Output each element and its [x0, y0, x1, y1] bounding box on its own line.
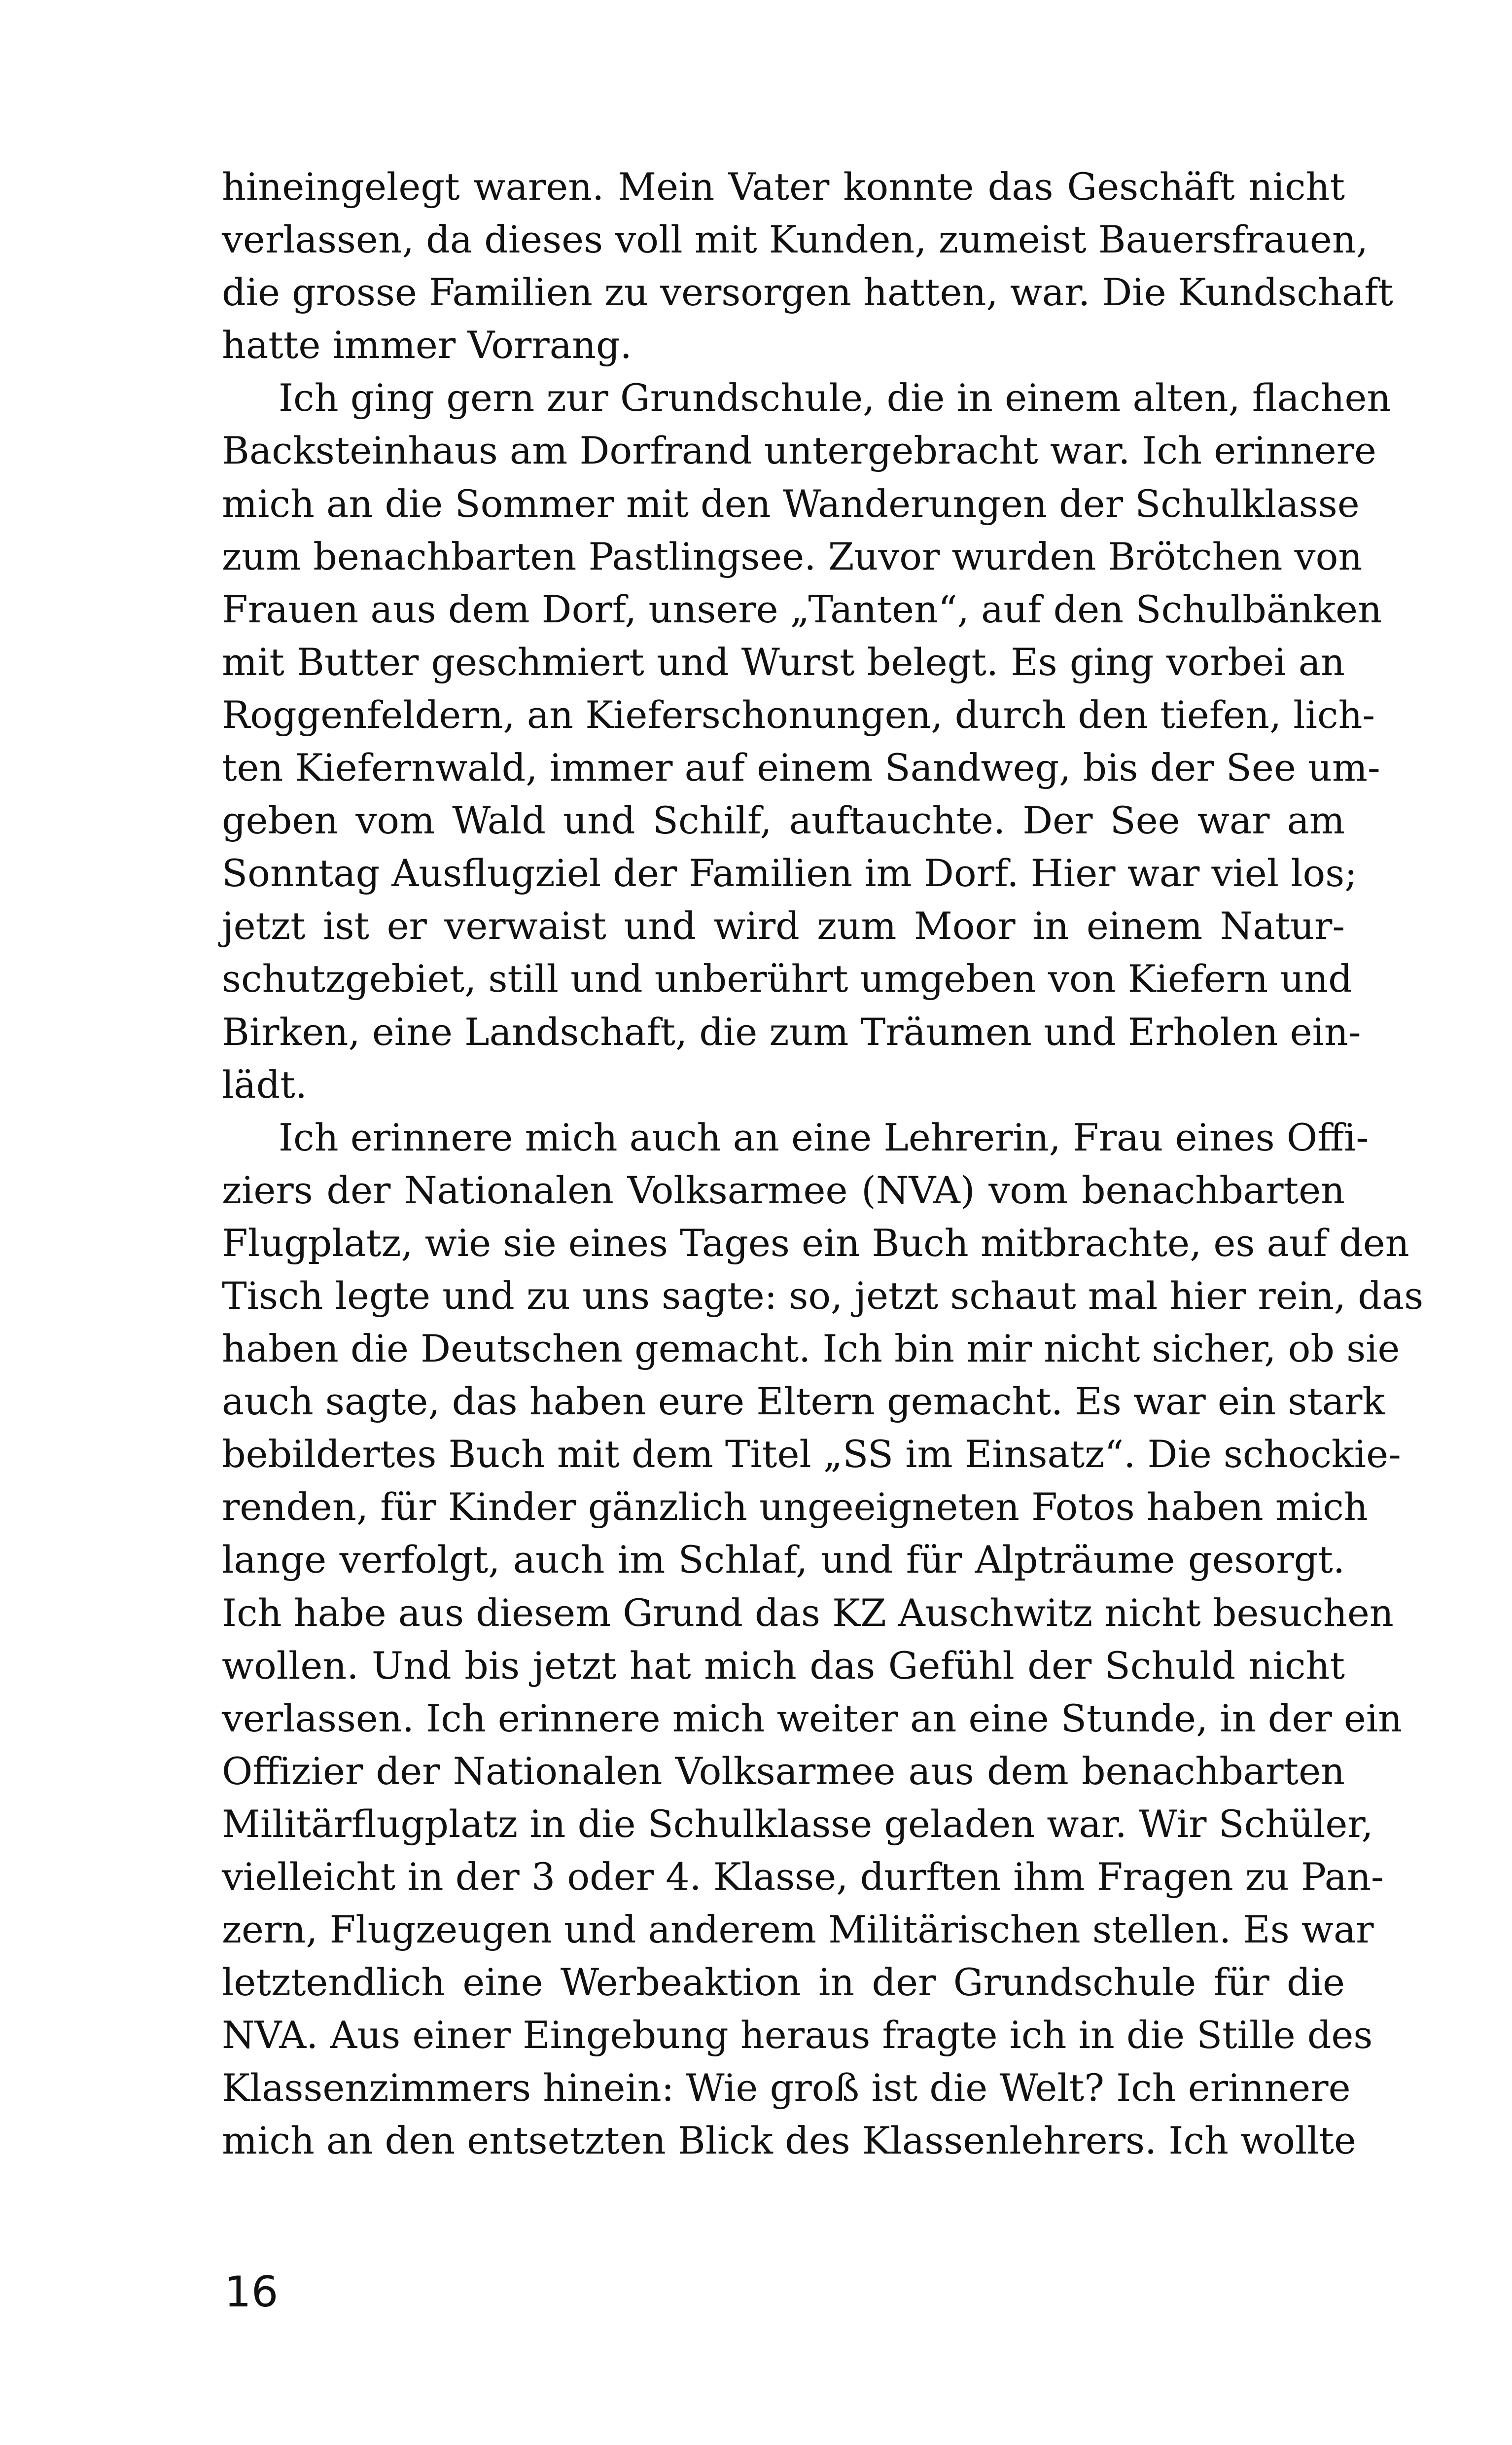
text-line: NVA. Aus einer Eingebung heraus fragte ich in die Stille des — [222, 2013, 1373, 2057]
text-line: verlassen. Ich erinnere mich weiter an eine Stunde, in der ein — [222, 1696, 1403, 1740]
text-line: haben die Deutschen gemacht. Ich bin mir nicht sicher, ob sie — [222, 1327, 1400, 1371]
text-line: Ich habe aus diesem Grund das KZ Auschwitz nicht besuchen — [222, 1590, 1394, 1635]
text-line: ziers der Nationalen Volksarmee (NVA) vom benachbarten — [222, 1168, 1345, 1212]
text-line: Frauen aus dem Dorf, unsere „Tanten“, auf den Schulbänken — [222, 587, 1382, 631]
text-line: verlassen, da dieses voll mit Kunden, zumeist Bauersfrauen, — [222, 217, 1368, 262]
text-line: renden, für Kinder gänzlich ungeeigneten Fotos haben mich — [222, 1485, 1368, 1529]
text-line: die grosse Familien zu versorgen hatten, war. Die Kundschaft — [222, 270, 1393, 315]
text-line: jetzt ist er verwaist und wird zum Moor in einem Natur- — [222, 904, 1345, 948]
text-line: Roggenfeldern, an Kieferschonungen, durch den tiefen, lich- — [222, 692, 1375, 737]
text-line: mit Butter geschmiert und Wurst belegt. Es ging vorbei an — [222, 640, 1345, 684]
paragraph — [222, 1111, 1424, 2167]
text-line: Backsteinhaus am Dorfrand untergebracht war. Ich erinnere — [222, 429, 1377, 473]
text-line: Flugplatz, wie sie eines Tages ein Buch mitbrachte, es auf den — [222, 1221, 1409, 1265]
paragraph — [222, 371, 1391, 1111]
text-line: hineingelegt waren. Mein Vater konnte das Geschäft nicht — [222, 165, 1345, 209]
text-line: Birken, eine Landschaft, die zum Träumen und Erholen ein- — [222, 1009, 1361, 1054]
text-line: lädt. — [222, 1062, 307, 1107]
text-line: zern, Flugzeugen und anderem Militärischen stellen. Es war — [222, 1907, 1374, 1952]
text-line: wollen. Und bis jetzt hat mich das Gefühl der Schuld nicht — [222, 1643, 1345, 1688]
text-line: Offizier der Nationalen Volksarmee aus dem benachbarten — [222, 1749, 1345, 1793]
text-line: bebildertes Buch mit dem Titel „SS im Einsatz“. Die schockie- — [222, 1432, 1401, 1476]
text-line: ten Kiefernwald, immer auf einem Sandweg, bis der See um- — [222, 746, 1380, 790]
text-line: Militärflugplatz in die Schulklasse geladen war. Wir Schüler, — [222, 1801, 1373, 1846]
text-line: mich an den entsetzten Blick des Klassenlehrers. Ich wollte — [222, 2119, 1357, 2163]
text-line: Tisch legte und zu uns sagte: so, jetzt schaut mal hier rein, das — [222, 1273, 1424, 1318]
text-line: geben vom Wald und Schilf, auftauchte. Der See war am — [222, 798, 1345, 843]
text-line: vielleicht in der 3 oder 4. Klasse, durften ihm Fragen zu Pan- — [222, 1855, 1384, 1899]
text-line: zum benachbarten Pastlingsee. Zuvor wurden Brötchen von — [222, 534, 1363, 578]
text-line: Sonntag Ausflugziel der Familien im Dorf. Hier war viel los; — [222, 851, 1357, 896]
body-text — [222, 160, 1424, 2167]
paragraph — [222, 160, 1393, 371]
text-line: schutzgebiet, still und unberührt umgeben von Kiefern und — [222, 957, 1352, 1001]
text-line: Klassenzimmers hinein: Wie groß ist die Welt? Ich erinnere — [222, 2066, 1351, 2110]
text-line: lange verfolgt, auch im Schlaf, und für Alpträume gesorgt. — [222, 1538, 1345, 1582]
text-line: auch sagte, das haben eure Eltern gemacht. Es war ein stark — [222, 1379, 1385, 1424]
page-number: 16 — [224, 2267, 279, 2317]
text-line: mich an die Sommer mit den Wanderungen der Schulklasse — [222, 481, 1360, 526]
text-line: letztendlich eine Werbeaktion in der Grundschule für die — [222, 1960, 1345, 2005]
text-line: Ich ging gern zur Grundschule, die in einem alten, flachen — [279, 376, 1391, 420]
text-line: Ich erinnere mich auch an eine Lehrerin, Frau eines Offi- — [279, 1115, 1369, 1159]
text-line: hatte immer Vorrang. — [222, 323, 632, 367]
